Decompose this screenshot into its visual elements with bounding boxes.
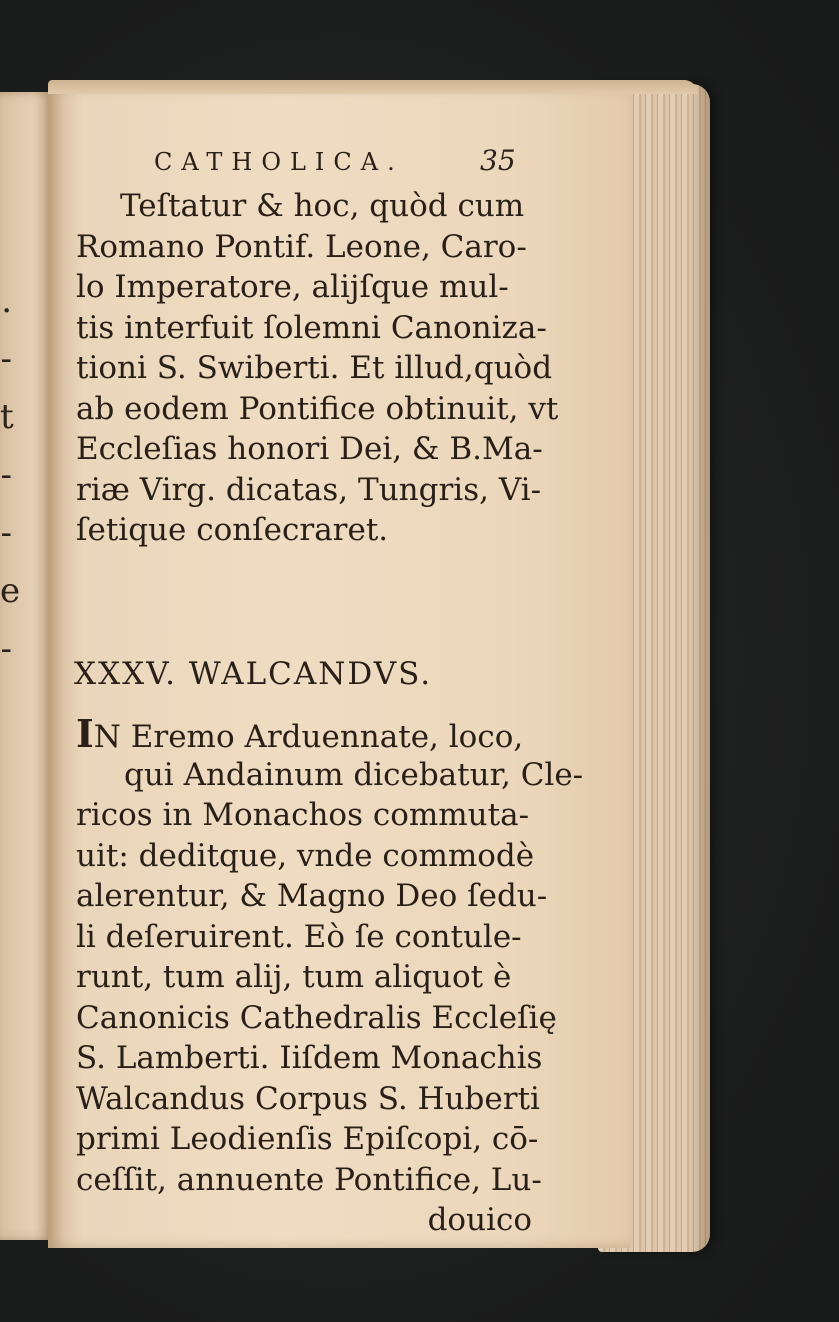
- facing-page-margin-marks: [0, 272, 21, 678]
- margin-mark: t: [0, 397, 14, 437]
- margin-mark: -: [0, 339, 12, 379]
- text-line: tis interfuit ſolemni Canoniza-: [76, 309, 547, 346]
- text-line: runt, tum alij, tum aliquot è: [76, 959, 512, 995]
- page-number: 35: [480, 144, 516, 177]
- text-line: qui Andainum dicebatur, Cle-: [124, 756, 584, 793]
- section-heading: XXXV. WALCANDVS.: [74, 656, 433, 692]
- text-line-first: [76, 711, 546, 756]
- text-line: Canonicis Cathedralis Eccleſię: [76, 999, 557, 1036]
- text-line: tioni S. Swiberti. Et illud,quòd: [76, 350, 553, 386]
- catchword: douico: [427, 1202, 532, 1238]
- text-line: ceſſit, annuente Pontifice, Lu-: [76, 1161, 542, 1198]
- text-line: riæ Virg. dicatas, Tungris, Vi-: [76, 471, 542, 508]
- text-line: ricos in Monachos commuta-: [76, 797, 530, 833]
- margin-mark: .: [1, 281, 12, 321]
- text-line: ab eodem Pontifice obtinuit, vt: [76, 390, 559, 427]
- text-line: lo Imperatore, alijſque mul-: [76, 269, 509, 305]
- running-title: CATHOLICA.: [154, 148, 404, 176]
- text-line: Teſtatur & hoc, quòd cum: [120, 188, 525, 224]
- text-line: uit: deditque, vnde commodè: [76, 837, 535, 874]
- paragraph-2: [76, 711, 584, 1241]
- margin-mark: -: [0, 629, 12, 669]
- margin-mark: e: [0, 571, 21, 611]
- text-line: Eccleſias honori Dei, & B.Ma-: [76, 431, 543, 467]
- page-top-edge: [48, 80, 698, 94]
- facing-page-left: [0, 92, 54, 1240]
- book-page: [48, 88, 630, 1248]
- text-line: Walcandus Corpus S. Huberti: [76, 1080, 540, 1117]
- text-line: S. Lamberti. Iiſdem Monachis: [76, 1040, 543, 1076]
- drop-cap: I: [76, 711, 94, 756]
- margin-mark: -: [0, 455, 12, 495]
- paragraph-1: [76, 186, 559, 551]
- text-line: alerentur, & Magno Deo ſedu-: [76, 878, 548, 914]
- text-line: li deſeruirent. Eò ſe contule-: [76, 918, 522, 955]
- text-line: Romano Pontif. Leone, Caro-: [76, 228, 527, 265]
- text-line: primi Leodienſis Epiſcopi, cō-: [76, 1121, 539, 1157]
- text-line: ſetique conſecraret.: [76, 512, 389, 548]
- first-line-text: N Eremo Arduennate, loco,: [93, 719, 524, 755]
- margin-mark: -: [0, 513, 12, 553]
